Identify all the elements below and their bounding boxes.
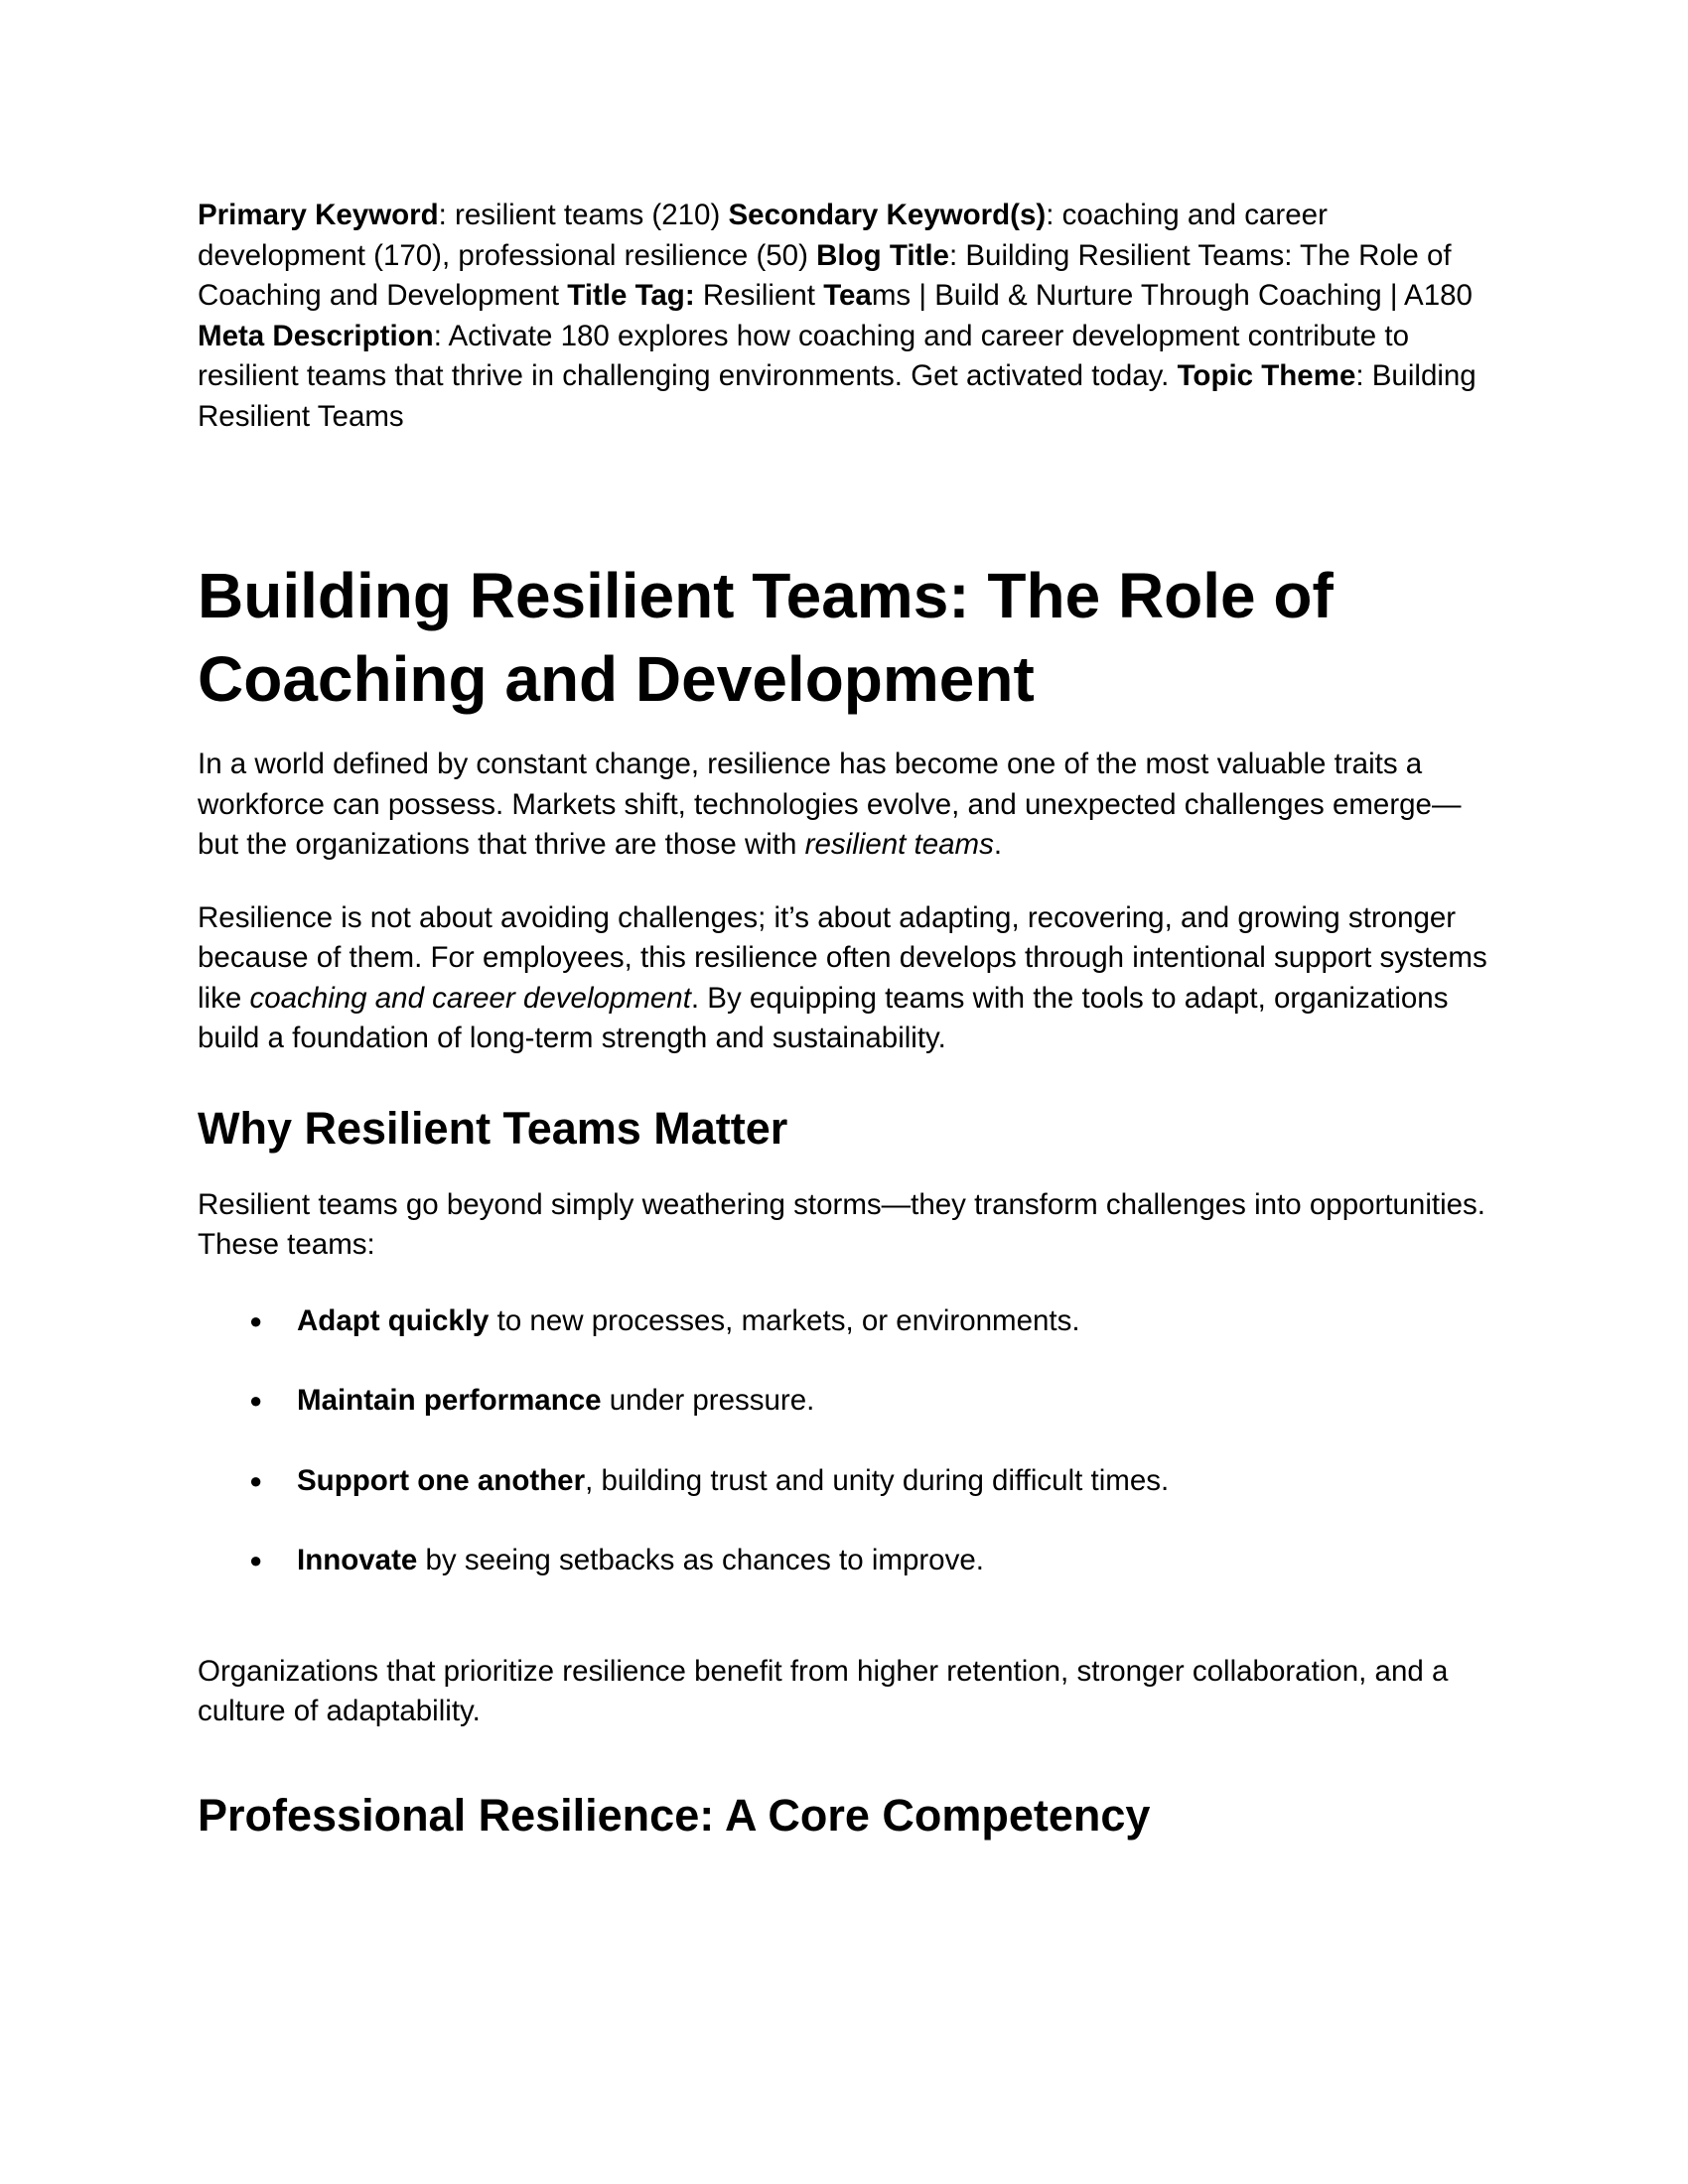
topic-theme-value: : Building Resilient Teams (198, 359, 1477, 433)
title-tag-value-part-1: Resilient (694, 279, 824, 312)
document-content (198, 196, 1488, 1843)
title-tag-value-bold: Tea (823, 279, 872, 312)
bullet-icon: ● (249, 1307, 263, 1333)
meta-description-label: Meta Description (198, 319, 434, 352)
section-heading-professional-resilience: Professional Resilience: A Core Competency (198, 1789, 1151, 1841)
intro-1-emphasis: resilient teams (804, 828, 994, 861)
list-item (198, 1541, 1488, 1581)
secondary-keyword-label: Secondary Keyword(s) (728, 199, 1047, 231)
blog-title-value: : Building Resilient Teams: The Role of Coaching and Development (198, 238, 1452, 312)
list-item (198, 1461, 1488, 1502)
list-item (198, 1301, 1488, 1342)
title-tag-label: Title Tag: (567, 279, 695, 312)
seo-metadata-block (198, 196, 1488, 437)
intro-1-end: . (993, 828, 1003, 861)
meta-description-value: : Activate 180 explores how coaching and career development contribute to resilient teams that thrive in challenging environments. Get activated today. (198, 319, 1409, 392)
list-item (198, 1381, 1488, 1422)
list-item-bold: Support one another (297, 1463, 586, 1497)
article-title: Building Resilient Teams: The Role of Coaching and Development (198, 560, 1334, 715)
bullet-icon: ● (249, 1548, 263, 1572)
primary-keyword-label: Primary Keyword (198, 199, 439, 231)
list-item-bold: Adapt quickly (297, 1303, 490, 1337)
intro-1-text: In a world defined by constant change, resilience has become one of the most valuable traits a workforce can possess. Markets shift, technologies evolve, and unexpected challenges emerge—but the organizations that thrive are those with (198, 748, 1462, 861)
list-item-text: , building trust and unity during difficult times. (585, 1463, 1170, 1497)
blog-title-label: Blog Title (816, 238, 949, 272)
section-why-paragraph: Resilient teams go beyond simply weathering storms—they transform challenges into opportunities. These teams: (198, 1187, 1485, 1261)
intro-paragraph-2 (198, 898, 1488, 1059)
intro-2-end: . By equipping teams with the tools to adapt, organizations build a foundation of long-term strength and sustainability. (198, 981, 1449, 1054)
section-why-closing-paragraph: Organizations that prioritize resilience benefit from higher retention, stronger collaboration, and a culture of adaptability. (198, 1654, 1449, 1727)
list-item-bold: Innovate (297, 1544, 418, 1576)
section-heading-why-resilient-teams: Why Resilient Teams Matter (198, 1102, 788, 1154)
title-tag-value-part-2: ms | Build & Nurture Through Coaching | A180 (871, 279, 1473, 312)
intro-paragraph-1 (198, 745, 1488, 866)
bullet-icon: ● (249, 1467, 263, 1493)
benefits-list (198, 1301, 1488, 1581)
primary-keyword-value: : resilient teams (210) (438, 199, 729, 231)
list-item-text: to new processes, markets, or environments. (489, 1303, 1080, 1337)
list-item-text: by seeing setbacks as chances to improve. (417, 1544, 984, 1576)
intro-2-text: Resilience is not about avoiding challenges; it’s about adapting, recovering, and growing stronger because of them. For employees, this resilience often develops through intentional support systems like (198, 900, 1487, 1015)
topic-theme-label: Topic Theme (1177, 359, 1356, 392)
bullet-icon: ● (249, 1388, 263, 1413)
secondary-keyword-value: : coaching and career development (170), professional resilience (50) (198, 199, 1328, 272)
list-item-bold: Maintain performance (297, 1384, 602, 1417)
intro-2-emphasis: coaching and career development (249, 981, 691, 1015)
list-item-text: under pressure. (601, 1384, 815, 1417)
